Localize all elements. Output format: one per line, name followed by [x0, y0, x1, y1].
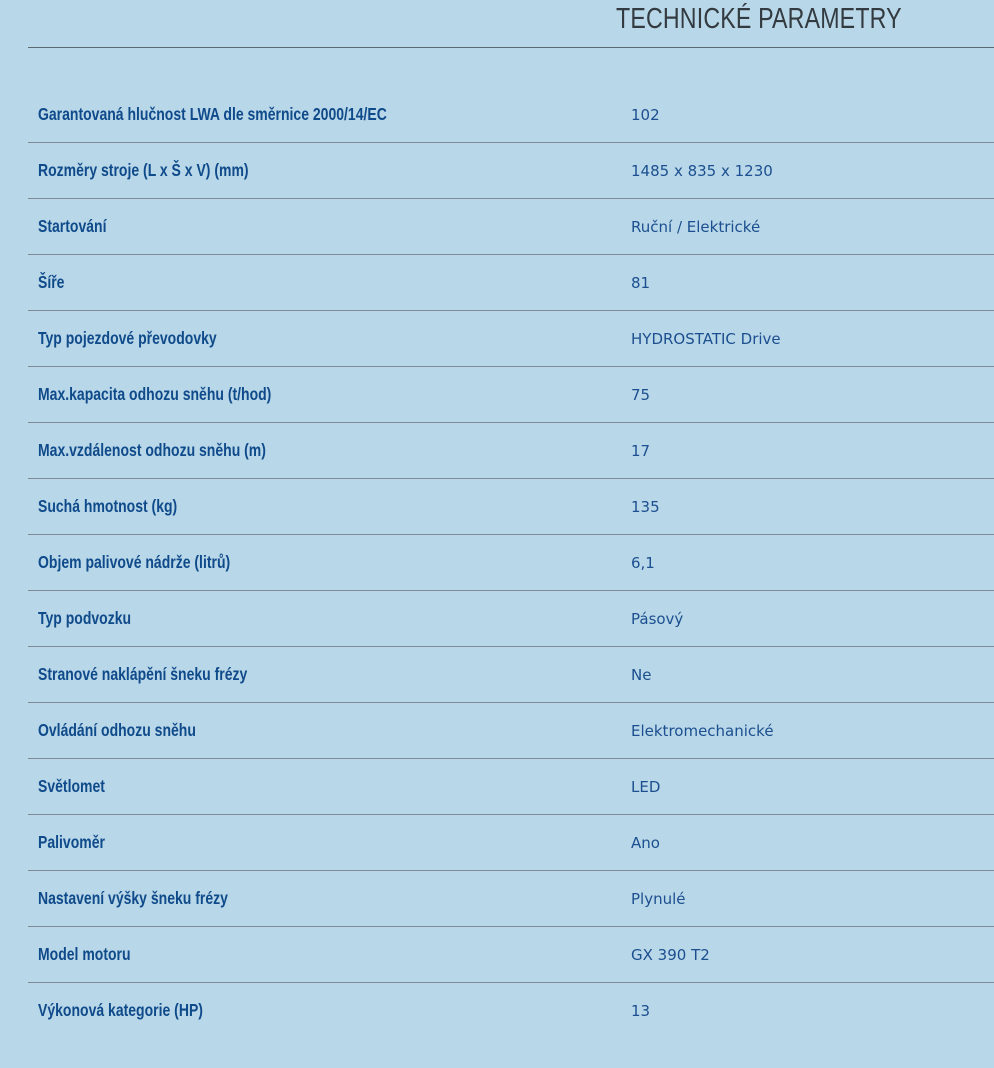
spec-value: GX 390 T2	[631, 946, 710, 964]
spec-label: Výkonová kategorie (HP)	[38, 1000, 203, 1020]
spec-label: Ovládání odhozu sněhu	[38, 720, 196, 740]
spec-row-fuel-tank	[28, 535, 994, 591]
spec-row-drive-type	[28, 311, 994, 367]
spec-value: Ruční / Elektrické	[631, 218, 761, 236]
spec-label: Objem palivové nádrže (litrů)	[38, 552, 231, 572]
spec-value: HYDROSTATIC Drive	[631, 330, 781, 348]
spec-row-auger-height	[28, 871, 994, 927]
spec-label: Typ podvozku	[38, 608, 132, 628]
spec-value: 75	[631, 386, 651, 404]
spec-value: Plynulé	[631, 890, 686, 908]
spec-value: 102	[631, 106, 660, 124]
spec-value: 17	[631, 442, 651, 460]
spec-label: Palivoměr	[38, 832, 105, 852]
spec-label: Startování	[38, 216, 107, 236]
spec-label: Nastavení výšky šneku frézy	[38, 888, 228, 908]
spec-row-throw-capacity	[28, 367, 994, 423]
spec-value: 13	[631, 1002, 651, 1020]
spec-value: Elektromechanické	[631, 722, 774, 740]
spec-label: Max.vzdálenost odhozu sněhu (m)	[38, 440, 266, 460]
spec-value: 6,1	[631, 554, 655, 572]
spec-value: 135	[631, 498, 660, 516]
spec-value: Ano	[631, 834, 660, 852]
spec-row-noise	[28, 87, 994, 143]
spec-label: Šíře	[38, 272, 65, 292]
spec-label: Světlomet	[38, 776, 105, 796]
spec-row-power-category	[28, 983, 994, 1038]
spec-label: Typ pojezdové převodovky	[38, 328, 217, 348]
spec-row-throw-distance	[28, 423, 994, 479]
spec-row-engine-model	[28, 927, 994, 983]
spec-row-chute-control	[28, 703, 994, 759]
spec-value: 81	[631, 274, 651, 292]
page-title: TECHNICKÉ PARAMETRY	[616, 3, 902, 35]
spec-row-starting	[28, 199, 994, 255]
spec-row-fuel-gauge	[28, 815, 994, 871]
spec-row-auger-tilt	[28, 647, 994, 703]
spec-row-dimensions	[28, 143, 994, 199]
spec-value: Pásový	[631, 610, 684, 628]
spec-value: Ne	[631, 666, 652, 684]
spec-label: Max.kapacita odhozu sněhu (t/hod)	[38, 384, 272, 404]
spec-label: Rozměry stroje (L x Š x V) (mm)	[38, 160, 249, 180]
spec-row-dry-weight	[28, 479, 994, 535]
spec-table	[28, 87, 994, 1038]
spec-row-width	[28, 255, 994, 311]
spec-value: LED	[631, 778, 661, 796]
title-divider	[28, 47, 994, 48]
spec-label: Model motoru	[38, 944, 131, 964]
spec-label: Suchá hmotnost (kg)	[38, 496, 178, 516]
spec-label: Stranové naklápění šneku frézy	[38, 664, 248, 684]
spec-label: Garantovaná hlučnost LWA dle směrnice 2000/14/EC	[38, 104, 387, 124]
spec-row-headlight	[28, 759, 994, 815]
spec-value: 1485 x 835 x 1230	[631, 162, 773, 180]
spec-row-chassis	[28, 591, 994, 647]
